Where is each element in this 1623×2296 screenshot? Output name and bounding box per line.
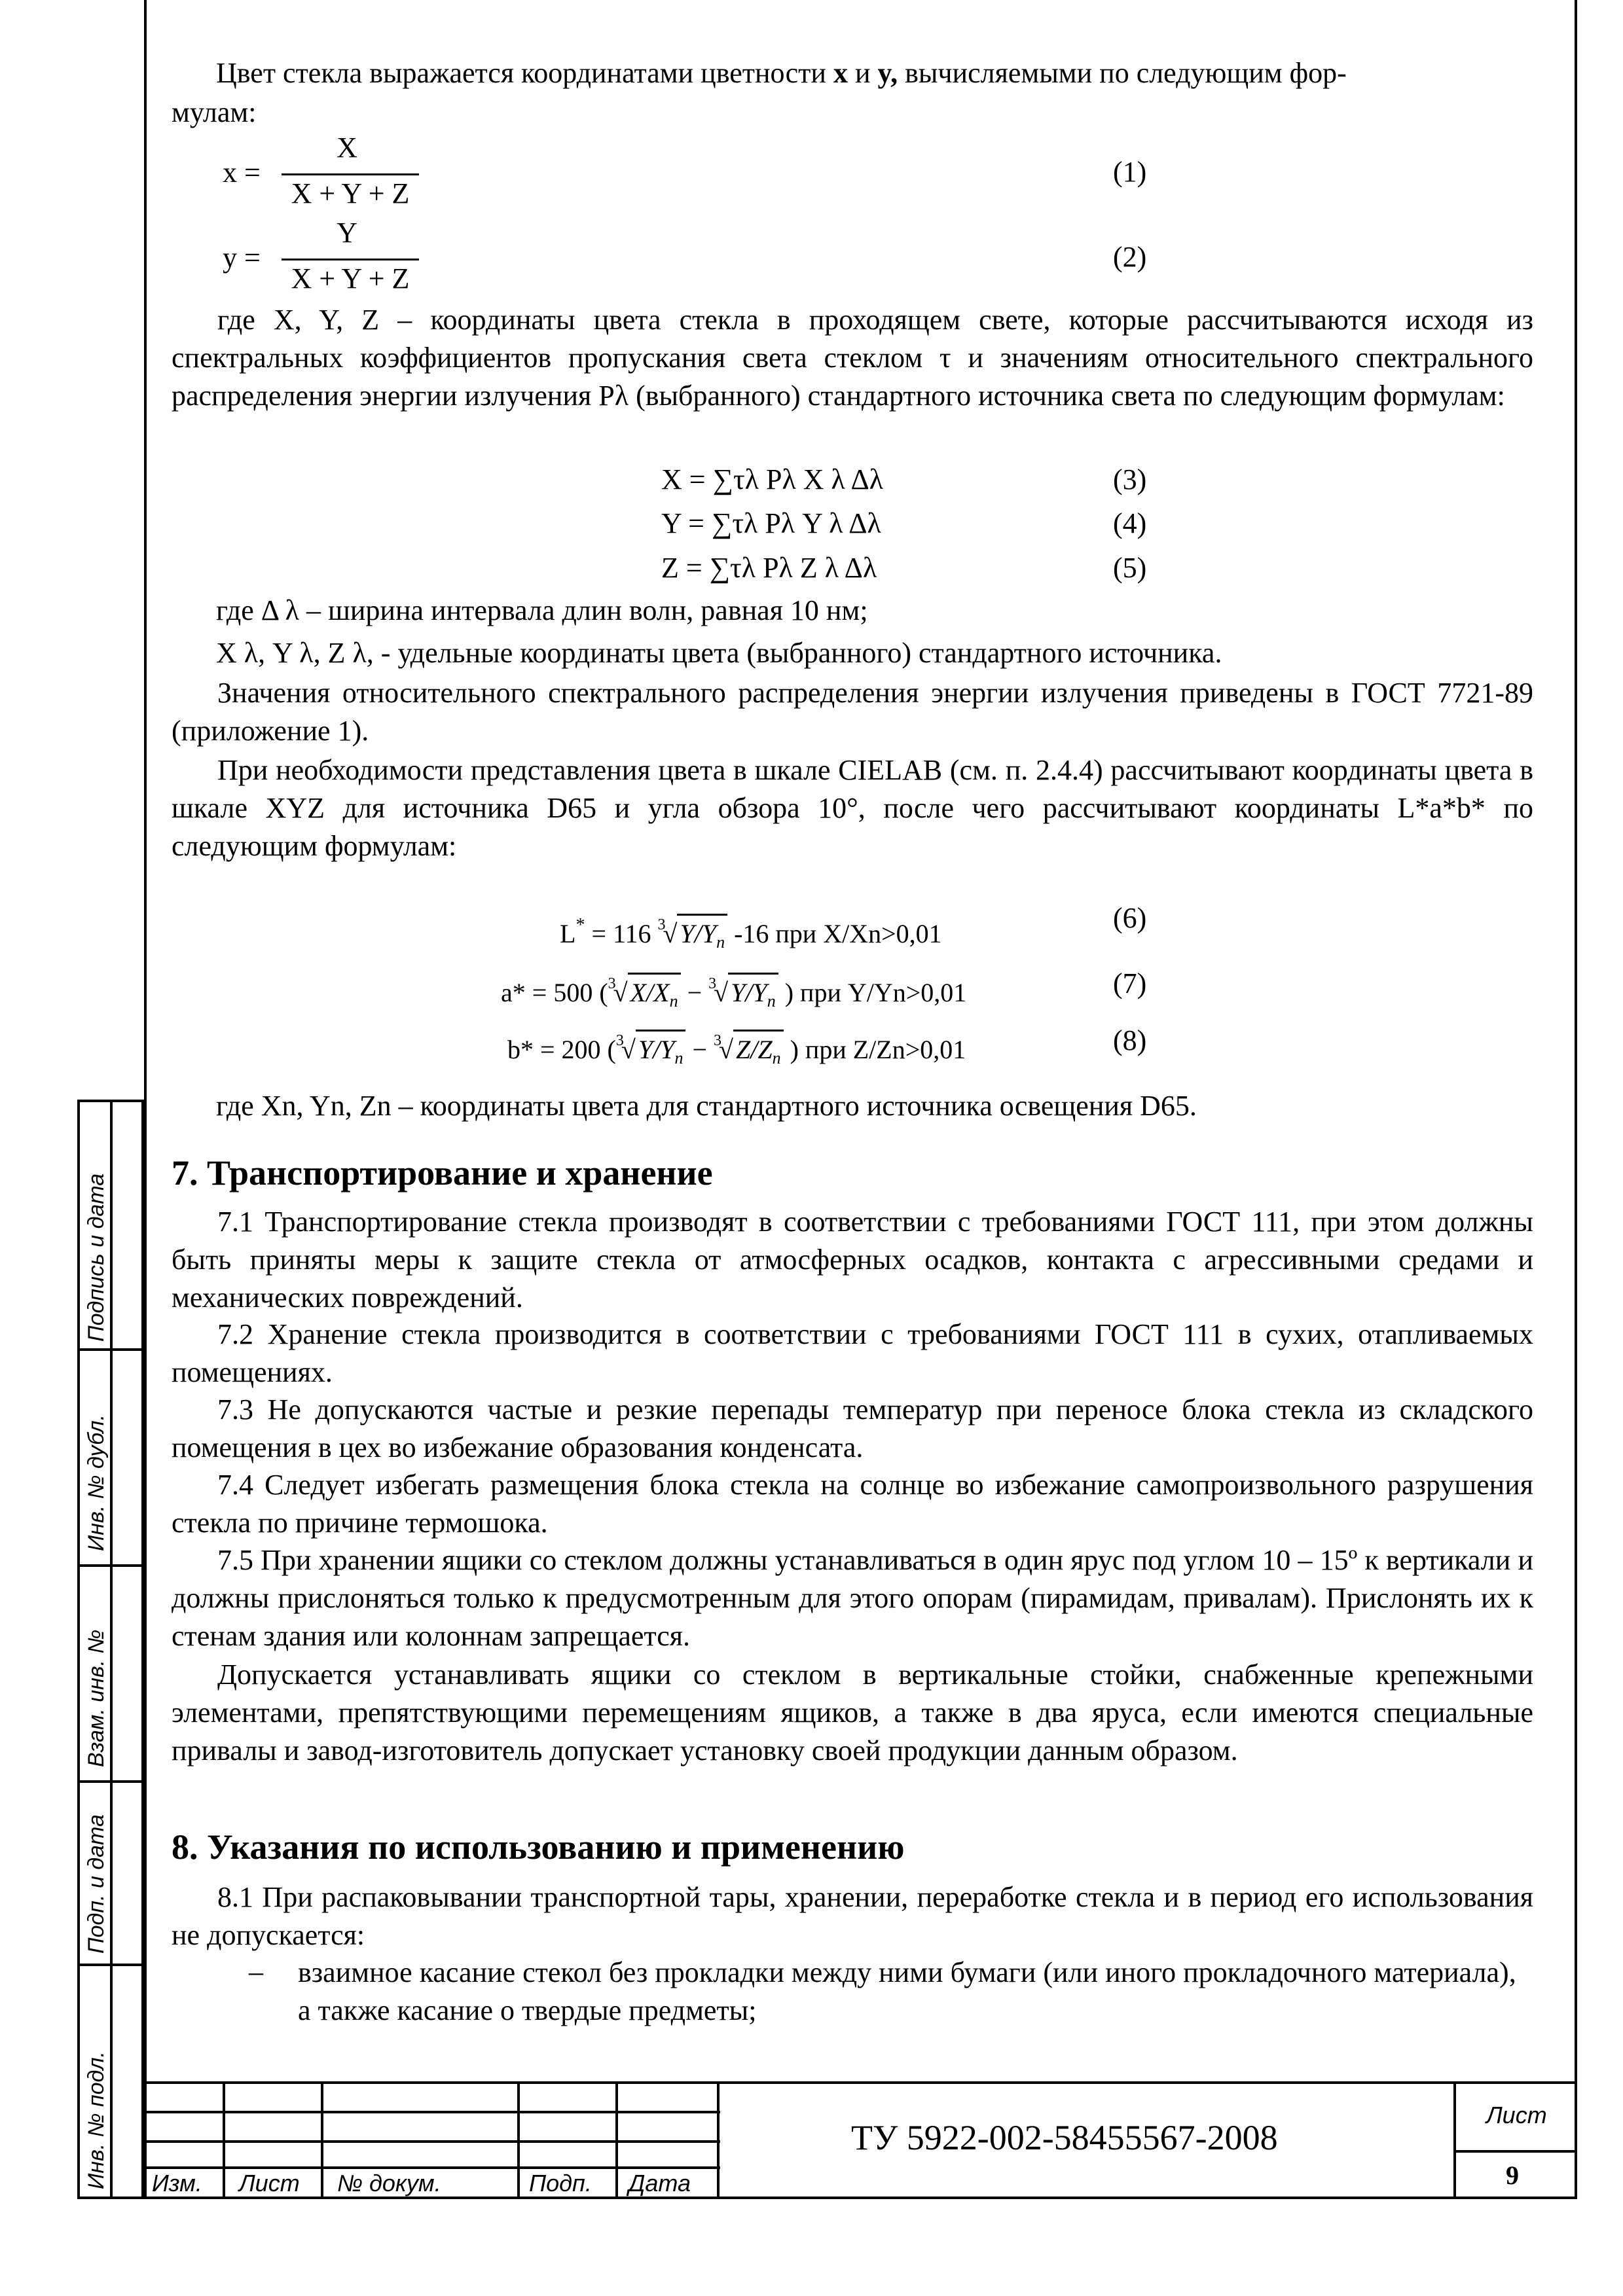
formula-4-number: (4): [1113, 507, 1147, 539]
side-label-vzam-inv: Взам. инв. №: [84, 1629, 109, 1767]
section-7-storage-note: [172, 1656, 1533, 1770]
formula-8: b* = 200 ($^3$√ $Y/Y_n - ^3√$ $Z/Z_n$ ) при Z/Zn>0,01: [507, 1022, 966, 1077]
section-7-2: [172, 1316, 1533, 1391]
stamp-col-line: [615, 2081, 618, 2199]
formula-2-number: (2): [1113, 241, 1147, 273]
formula-8-number: (8): [1113, 1024, 1147, 1056]
stamp-podp: Подп.: [529, 2170, 592, 2197]
formula-1-denominator: X + Y + Z: [291, 177, 410, 209]
stamp-dokum: № докум.: [337, 2170, 441, 2197]
stamp-top-border: [144, 2081, 1577, 2084]
standard-source-definition: где Xn, Yn, Zn – координаты цвета для стандартного источника освещения D65.: [216, 1090, 1197, 1122]
stamp-izm: Изм.: [152, 2170, 202, 2197]
section-7-3-text: 7.3 Не допускаются частые и резкие перепады температур при переносе блока стекла из складского помещения в цех во избежание образования конденсата.: [172, 1393, 1533, 1463]
paragraph-gost: [172, 674, 1533, 750]
formula-8-condition: при Z/Zn>0,01: [805, 1035, 966, 1064]
formula-1: [216, 131, 439, 216]
formula-5: Z = ∑τλ Pλ Z λ Δλ: [661, 552, 877, 584]
stamp-col-line: [321, 2081, 323, 2199]
stamp-row-line: [144, 2111, 720, 2113]
formula-2-lhs: y =: [223, 242, 261, 274]
formula-4: Y = ∑τλ Pλ Y λ Δλ: [661, 507, 881, 539]
side-label-inv-dubl: Инв. № дубл.: [84, 1414, 109, 1551]
document-code: ТУ 5922-002-58455567-2008: [851, 2118, 1278, 2157]
formula-5-number: (5): [1113, 552, 1147, 584]
page-number: 9: [1506, 2161, 1519, 2190]
stamp-col-line: [717, 2081, 720, 2199]
formula-3: X = ∑τλ Pλ X λ Δλ: [661, 463, 884, 495]
intro-text-end: вычисляемыми по следующим фор-: [905, 57, 1347, 89]
stamp-col-line: [1453, 2081, 1456, 2199]
formula-2-numerator: Y: [337, 217, 357, 249]
section-7-1-text: 7.1 Транспортирование стекла производят в соответствии с требованиями ГОСТ 111, при этом должны быть приняты меры к защите стекла от атмосферных осадков, контакта с агрессивными средами и механических повреждений.: [172, 1206, 1533, 1314]
var-x: x: [833, 57, 848, 89]
formula-3-number: (3): [1113, 463, 1147, 495]
section-7-4-text: 7.4 Следует избегать размещения блока стекла на солнце во избежание самопроизвольного разрушения стекла по причине термошока.: [172, 1469, 1533, 1539]
formula-2-denominator: X + Y + Z: [291, 262, 410, 295]
side-inner-divider: [110, 1100, 113, 2199]
bullet-dash: –: [249, 1956, 263, 1988]
bullet-item: взаимное касание стекол без прокладки между ними бумаги (или иного прокладочного материала), а также касание о твердые предметы;: [298, 1956, 1516, 2026]
formula-7-number: (7): [1113, 967, 1147, 999]
paragraph-cielab: [172, 751, 1533, 865]
sheet-label: Лист: [1486, 2102, 1547, 2128]
paragraph-coordinates-text: где X, Y, Z – координаты цвета стекла в проходящем свете, которые рассчитываются исходя из спектральных коэффициентов пропускания света стеклом τ и значениям относительного спектрального распределения энергии излучения Pλ (выбранного) стандартного источника света по следующим формулам:: [172, 304, 1533, 412]
side-label-podpis-data: Подпись и дата: [84, 1173, 109, 1342]
formula-6-number: (6): [1113, 902, 1147, 934]
paragraph-gost-text: Значения относительного спектрального распределения энергии излучения приведены в ГОСТ 7721-89 (приложение 1).: [172, 677, 1533, 747]
section-7-2-text: 7.2 Хранение стекла производится в соответствии с требованиями ГОСТ 111 в сухих, отапливаемых помещениях.: [172, 1318, 1533, 1388]
intro-and: и: [854, 57, 871, 89]
fraction-bar: [282, 259, 419, 260]
section-8-1-text: 8.1 При распаковывании транспортной тары, хранении, переработке стекла и в период его использования не допускается:: [172, 1881, 1533, 1951]
section-8-heading: 8. Указания по использованию и применению: [172, 1827, 905, 1867]
var-y: y,: [877, 57, 898, 89]
formula-7: a* = 500 ($^3$√ $X/X_n - ^3√$ $Y/Y_n$ ) при Y/Yn>0,01: [501, 965, 966, 1020]
side-label-inv-podl: Инв. № подл.: [84, 2051, 109, 2189]
formula-1-number: (1): [1113, 156, 1147, 188]
section-7-storage-note-text: Допускается устанавливать ящики со стеклом в вертикальные стойки, снабженные крепежными элементами, препятствующими перемещениям ящиков, а также в два яруса, если имеются специальные привалы и завод-изготовитель допускает установку своей продукции данным образом.: [172, 1659, 1533, 1767]
paragraph-cielab-text: При необходимости представления цвета в шкале CIELAB (см. п. 2.4.4) рассчитывают координаты цвета в шкале XYZ для источника D65 и угла обзора 10°, после чего рассчитывают координаты L*a*b* по следующим формулам:: [172, 754, 1533, 862]
formula-2: [216, 216, 439, 301]
fraction-bar: [282, 173, 419, 175]
side-label-podp-data: Подп. и дата: [84, 1814, 109, 1954]
section-7-1: [172, 1203, 1533, 1317]
section-7-heading: 7. Транспортирование и хранение: [172, 1153, 713, 1193]
section-7-4: [172, 1466, 1533, 1542]
intro-line: [216, 55, 1347, 92]
stamp-data: Дата: [629, 2170, 691, 2197]
formula-6: L* = 116 $^3$√ $Y/Y_n$ -16 при X/Xn>0,01: [560, 906, 942, 961]
stamp-col-line: [223, 2081, 225, 2199]
stamp-row-line: [144, 2166, 720, 2169]
formula-7-condition: при Y/Yn>0,01: [800, 978, 967, 1007]
formula-1-lhs: x =: [223, 156, 261, 188]
section-8-1: [172, 1878, 1533, 1954]
section-7-5-text: 7.5 При хранении ящики со стеклом должны устанавливаться в один ярус под углом 10 – 15º к вертикали и должны прислоняться только к предусмотренным для этого опорам (пирамидам, привалам). Прислонять их к стенам здания или колоннам запрещается.: [172, 1544, 1533, 1652]
formula-1-numerator: X: [337, 132, 357, 164]
formula-6-condition: -16 при X/Xn>0,01: [734, 919, 942, 948]
stamp-sheet-divider: [1453, 2150, 1577, 2153]
intro-line-2: мулам:: [172, 96, 257, 128]
stamp-col-line: [517, 2081, 520, 2199]
stamp-row-line: [144, 2140, 720, 2143]
paragraph-coordinates: [172, 301, 1533, 415]
stamp-list: Лист: [239, 2170, 300, 2197]
section-7-5: [172, 1541, 1533, 1655]
delta-lambda-definition: где Δ λ – ширина интервала длин волн, равная 10 нм;: [216, 594, 868, 626]
specific-coordinates-definition: X λ, Y λ, Z λ, - удельные координаты цвета (выбранного) стандартного источника.: [216, 637, 1222, 669]
section-7-3: [172, 1391, 1533, 1467]
intro-text: Цвет стекла выражается координатами цветности: [216, 57, 826, 89]
